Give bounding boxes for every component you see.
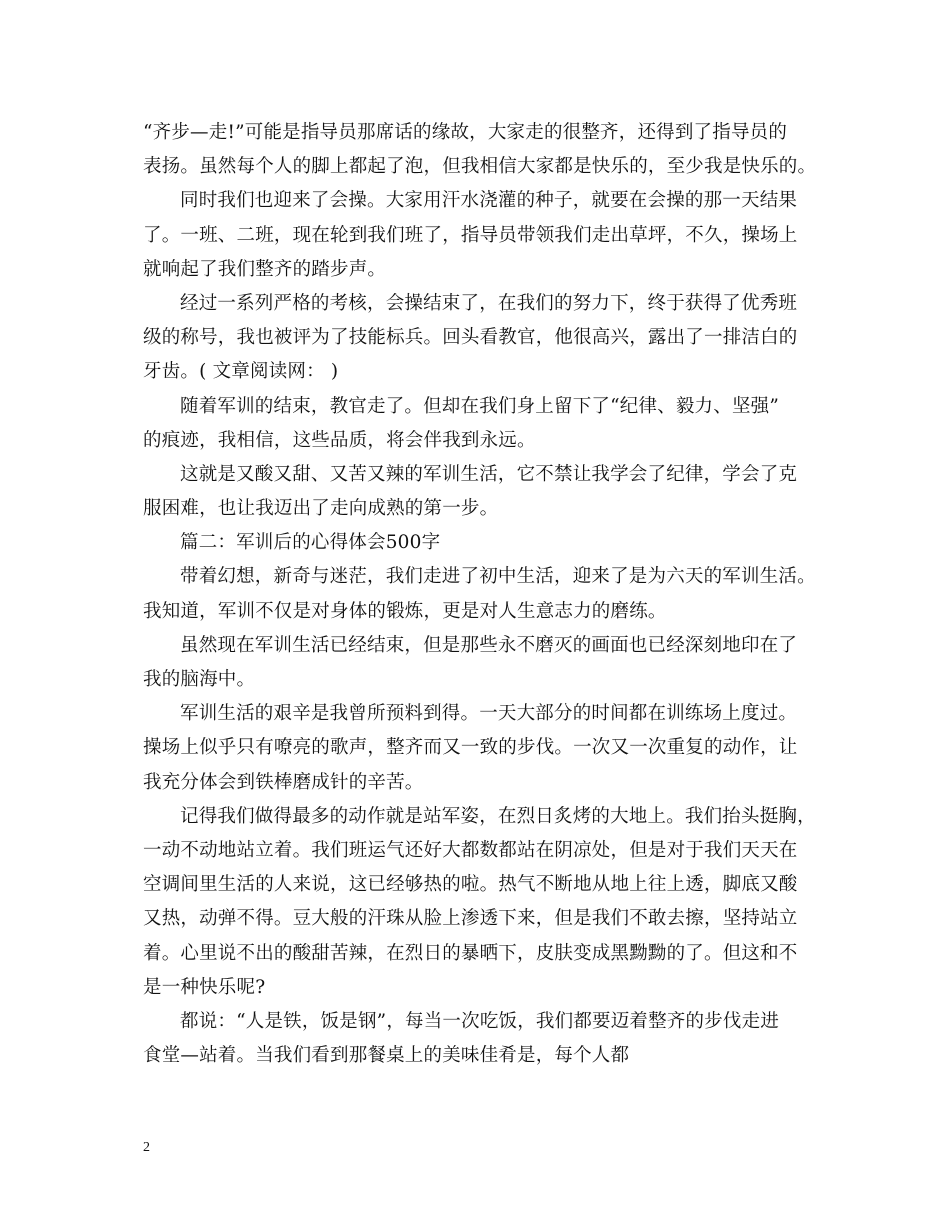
text-line: 的痕迹，我相信，这些品质，将会伴我到永远。 xyxy=(143,429,536,451)
text-line: 都说：“人是铁，饭是钢”，每当一次吃饭，我们都要迈着整齐的步伐走进 xyxy=(180,1010,780,1032)
text-line: 我充分体会到铁棒磨成针的辛苦。 xyxy=(143,771,424,793)
section-heading: 篇二：军训后的心得体会500字 xyxy=(180,532,441,554)
body-text xyxy=(143,116,823,1073)
text-line: 服困难，也让我迈出了走向成熟的第一步。 xyxy=(143,498,499,520)
text-line: 虽然现在军训生活已经结束，但是那些永不磨灭的画面也已经深刻地印在了 xyxy=(180,634,798,656)
text-line: 带着幻想，新奇与迷茫，我们走进了初中生活，迎来了是为六天的军训生活。 xyxy=(180,566,816,588)
text-line: 我的脑海中。 xyxy=(143,669,256,690)
text-line: 了。一班、二班，现在轮到我们班了，指导员带领我们走出草坪，不久，操场上 xyxy=(143,224,798,246)
page-number: 2 xyxy=(143,1140,150,1155)
text-line: 随着军训的结束，教官走了。但却在我们身上留下了“纪律、毅力、坚强” xyxy=(180,395,780,417)
text-line: 就响起了我们整齐的踏步声。 xyxy=(143,258,387,280)
text-line: 一动不动地站立着。我们班运气还好大都数都站在阴凉处，但是对于我们天天在 xyxy=(143,839,798,861)
text-line: 同时我们也迎来了会操。大家用汗水浇灌的种子，就要在会操的那一天结果 xyxy=(180,190,798,212)
text-line: 空调间里生活的人来说，这已经够热的啦。热气不断地从地上往上透，脚底又酸 xyxy=(143,874,798,896)
text-line: 这就是又酸又甜、又苦又辣的军训生活，它不禁让我学会了纪律，学会了克 xyxy=(180,463,798,485)
text-line: 操场上似乎只有嘹亮的歌声，整齐而又一致的步伐。一次又一次重复的动作，让 xyxy=(143,737,798,759)
text-line: 是一种快乐呢? xyxy=(143,976,266,998)
text-line: 经过一系列严格的考核，会操结束了，在我们的努力下，终于获得了优秀班 xyxy=(180,292,798,314)
text-line: 牙齿。( 文章阅读网： ) xyxy=(143,361,339,383)
text-line: 表扬。虽然每个人的脚上都起了泡，但我相信大家都是快乐的，至少我是快乐的。 xyxy=(143,156,817,178)
text-line: 又热，动弹不得。豆大般的汗珠从脸上渗透下来，但是我们不敢去擦，坚持站立 xyxy=(143,908,798,930)
text-line: 我知道，军训不仅是对身体的锻炼，更是对人生意志力的磨练。 xyxy=(143,600,667,622)
text-line: 级的称号，我也被评为了技能标兵。回头看教官，他很高兴，露出了一排洁白的 xyxy=(143,327,798,349)
text-line: 军训生活的艰辛是我曾所预料到得。一天大部分的时间都在训练场上度过。 xyxy=(180,703,798,725)
text-line: 着。心里说不出的酸甜苦辣，在烈日的暴晒下，皮肤变成黑黝黝的了。但这和不 xyxy=(143,942,798,964)
text-line: 食堂—站着。当我们看到那餐桌上的美味佳肴是，每个人都 xyxy=(143,1045,630,1067)
text-line: 记得我们做得最多的动作就是站军姿，在烈日炙烤的大地上。我们抬头挺胸， xyxy=(180,805,816,827)
text-line: “齐步—走!”可能是指导员那席话的缘故，大家走的很整齐，还得到了指导员的 xyxy=(143,122,788,143)
